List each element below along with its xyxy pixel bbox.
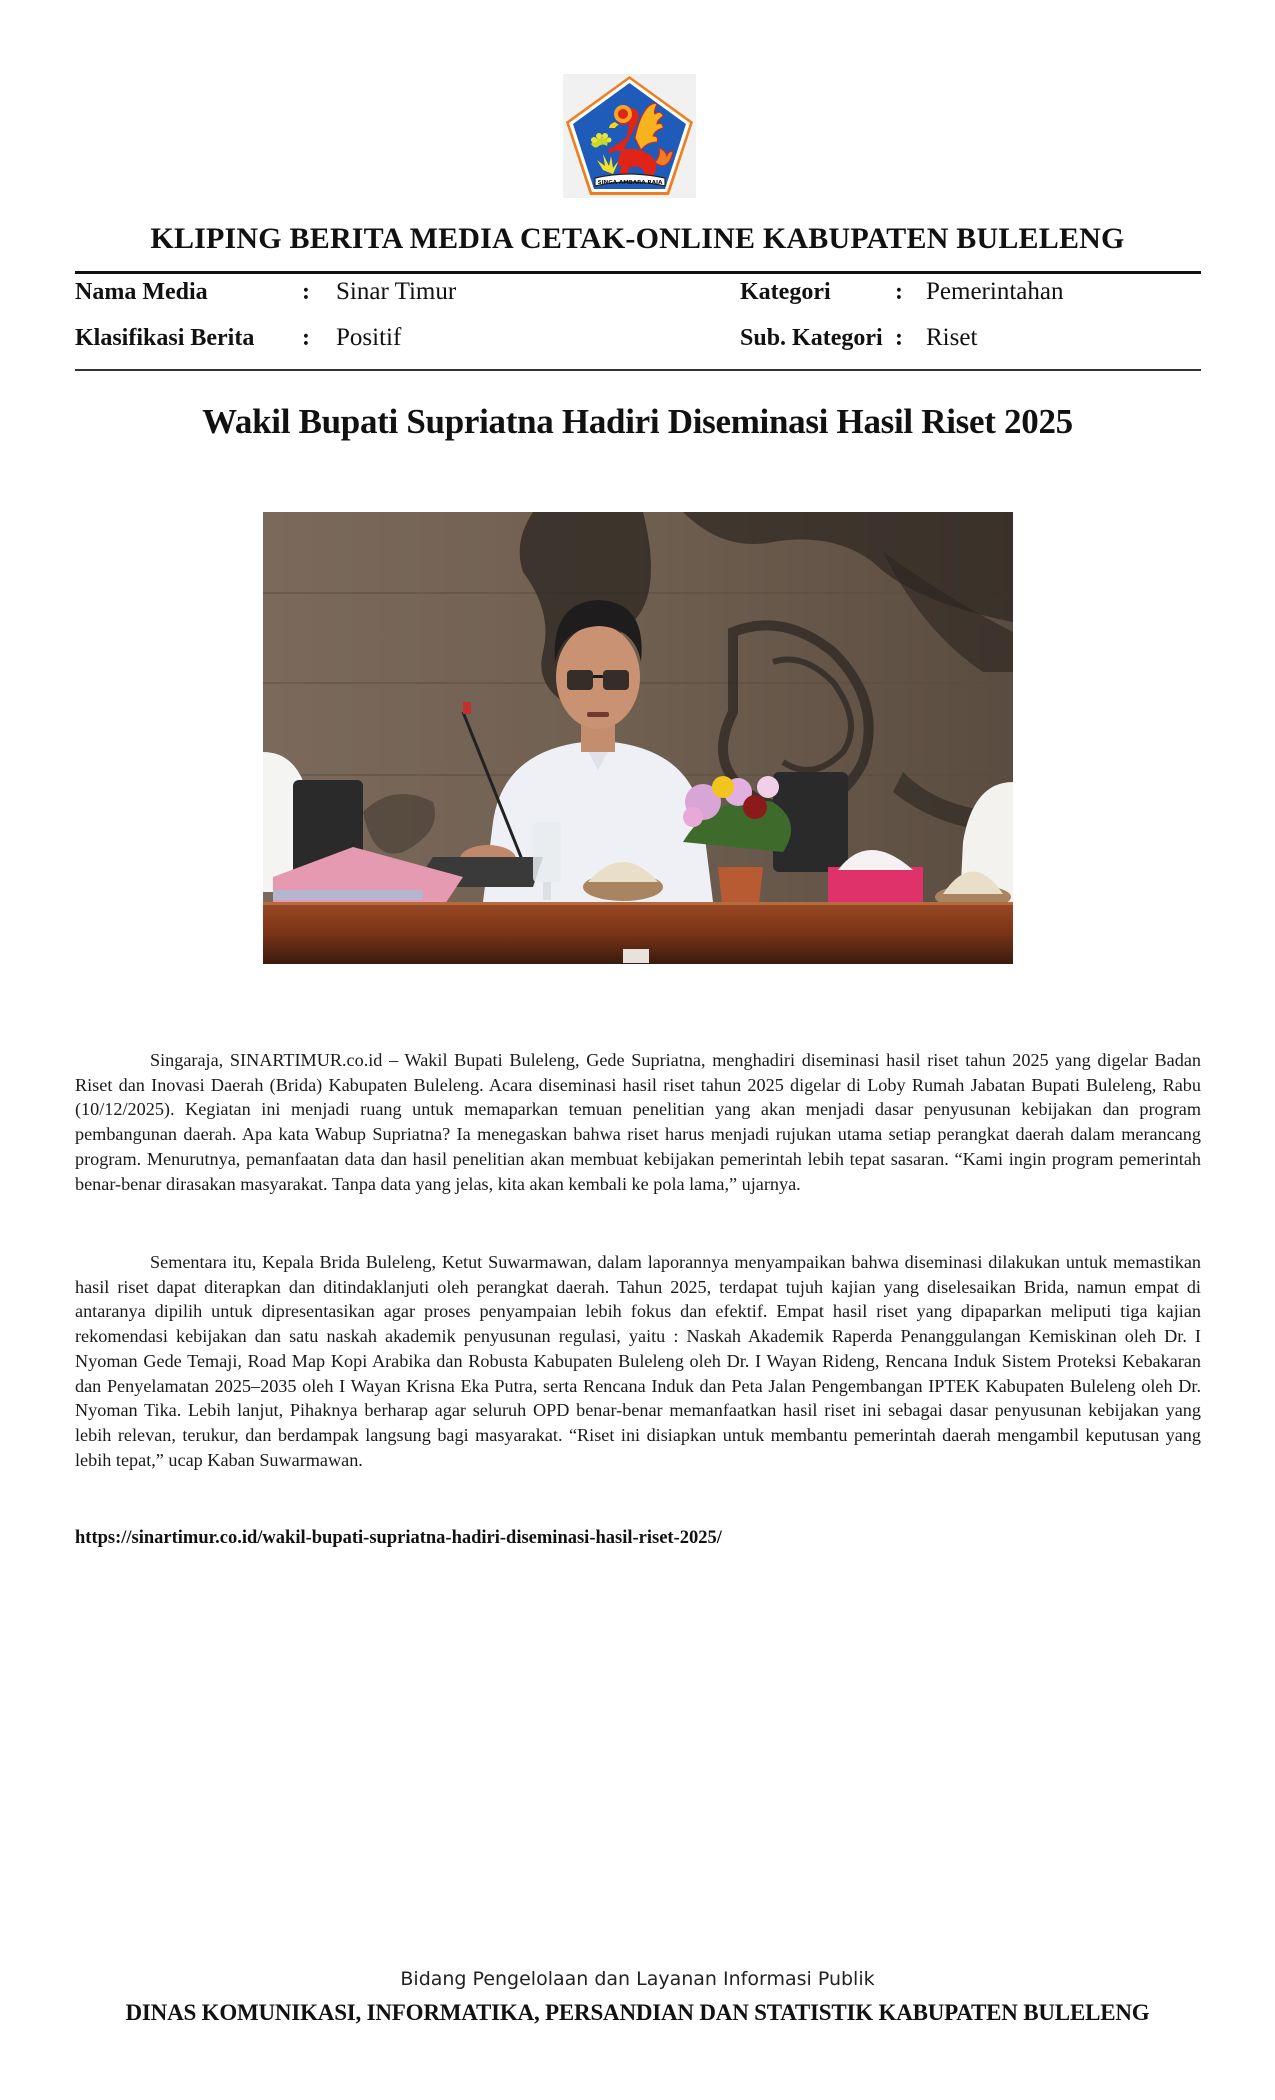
header-divider-top: [75, 271, 1201, 274]
footer-agency: DINAS KOMUNIKASI, INFORMATIKA, PERSANDIAN DAN STATISTIK KABUPATEN BULELENG: [125, 2000, 1150, 2025]
meta-label-nama-media: Nama Media: [75, 279, 208, 305]
buleleng-emblem-icon: [563, 74, 696, 198]
source-link[interactable]: https://sinartimur.co.id/wakil-bupati-supriatna-hadiri-diseminasi-hasil-riset-2025/: [75, 1528, 722, 1548]
paragraph-text: Singaraja, SINARTIMUR.co.id – Wakil Bupati Buleleng, Gede Supriatna, menghadiri diseminasi hasil riset tahun 2025 yang digelar Badan Riset dan Inovasi Daerah (Brida) Kabupaten Buleleng. Acara diseminasi hasil riset tahun 2025 digelar di Loby Rumah Jabatan Bupati Buleleng, Rabu (10/12/2025). Kegiatan ini menjadi ruang untuk memaparkan temuan penelitian yang akan menjadi dasar penyusunan kebijakan dan program pembangunan daerah. Apa kata Wabup Supriatna? Ia menegaskan bahwa riset harus menjadi rujukan utama setiap perangkat daerah dalam merancang program. Menurutnya, pemanfaatan data dan hasil penelitian akan membuat kebijakan pemerintah lebih tepat sasaran. “Kami ingin program pemerintah benar-benar dirasakan masyarakat. Tanpa data yang jelas, kita akan kembali ke pola lama,” ujarnya.: [75, 1050, 1201, 1194]
meta-label-klasifikasi-berita: Klasifikasi Berita: [75, 325, 255, 351]
paragraph-text: Sementara itu, Kepala Brida Buleleng, Ketut Suwarmawan, dalam laporannya menyampaikan bahwa diseminasi dilakukan untuk memastikan hasil riset dapat diterapkan dan ditindaklanjuti oleh perangkat daerah. Tahun 2025, terdapat tujuh kajian yang diselesaikan Brida, namun empat di antaranya dipilih untuk dipresentasikan agar proses penyampaian lebih fokus dan efektif. Empat hasil riset yang dipaparkan meliputi tiga kajian rekomendasi kebijakan dan satu naskah akademik penyusunan regulasi, yaitu : Naskah Akademik Raperda Penanggulangan Kemiskinan oleh Dr. I Nyoman Gede Temaji, Road Map Kopi Arabika dan Robusta Kabupaten Buleleng oleh Dr. I Wayan Rideng, Rencana Induk Sistem Proteksi Kebakaran dan Penyelamatan 2025–2035 oleh I Wayan Krisna Eka Putra, serta Rencana Induk dan Peta Jalan Pengembangan IPTEK Kabupaten Buleleng oleh Dr. Nyoman Tika. Lebih lanjut, Pihaknya berharap agar seluruh OPD benar-benar memanfaatkan hasil riset ini sebagai dasar penyusunan kebijakan yang lebih relevan, terukur, dan berdampak langsung bagi masyarakat. “Riset ini disiapkan untuk membantu pemerintah daerah mengambil keputusan yang lebih tepat,” ucap Kaban Suwarmawan.: [75, 1252, 1201, 1470]
article-paragraph: [75, 1048, 1201, 1196]
meta-value-nama-media: Sinar Timur: [336, 278, 457, 305]
meta-value-klasifikasi-berita: Positif: [336, 324, 402, 351]
article-photo: [263, 512, 1013, 964]
meta-value-kategori: Pemerintahan: [926, 278, 1064, 305]
meta-colon: :: [895, 279, 903, 305]
document-header-title: KLIPING BERITA MEDIA CETAK-ONLINE KABUPATEN BULELENG: [150, 222, 1125, 255]
article-title: Wakil Bupati Supriatna Hadiri Diseminasi Hasil Riset 2025: [202, 402, 1073, 441]
meta-colon: :: [302, 325, 310, 351]
meta-label-kategori: Kategori: [740, 279, 831, 305]
article-paragraph: [75, 1250, 1201, 1472]
regency-logo: [563, 74, 696, 198]
meta-colon: :: [895, 325, 903, 351]
meta-label-sub-kategori: Sub. Kategori: [740, 325, 883, 351]
logo-motto: SINGA AMBARA RAJA: [597, 180, 663, 186]
meta-colon: :: [302, 279, 310, 305]
meta-value-sub-kategori: Riset: [926, 324, 978, 351]
header-divider-bottom: [75, 369, 1201, 371]
footer-division: Bidang Pengelolaan dan Layanan Informasi Publik: [400, 1968, 875, 1990]
